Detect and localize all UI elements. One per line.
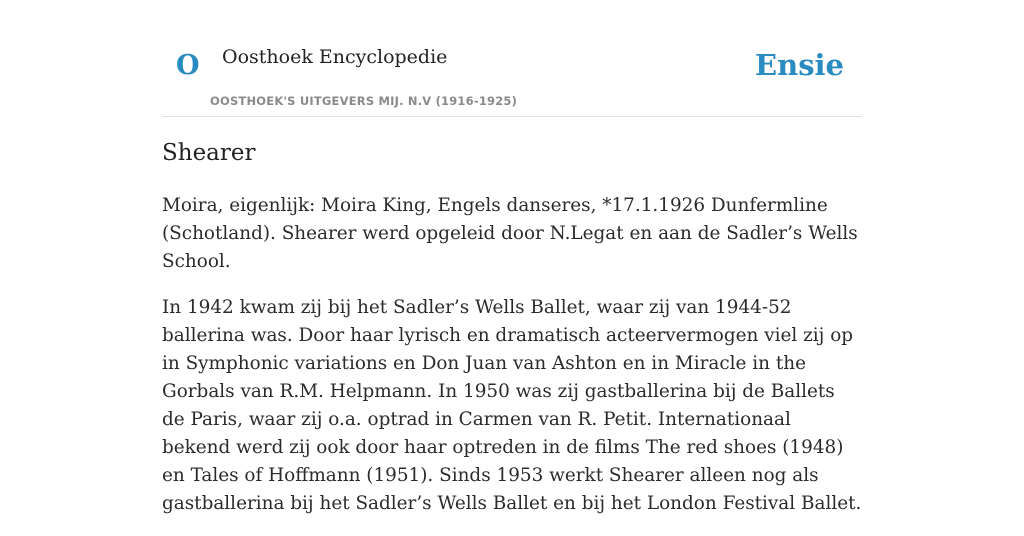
encyclopedia-page (162, 0, 862, 514)
ensie-logo[interactable]: Ensie (755, 48, 844, 82)
entry-body (162, 192, 862, 536)
entry-paragraph: In 1942 kwam zij bij het Sadler’s Wells Ballet, waar zij van 1944-52 ballerina was. Door haar lyrisch en dramatisch acteervermogen viel zij op in Symphonic variations en Don Juan van Ashton en in Miracle in the Gorbals van R.M. Helpmann. In 1950 was zij gastballerina bij de Ballets de Paris, waar zij o.a. optrad in Carmen van R. Petit. Internationaal bekend werd zij ook door haar optreden in de films The red shoes (1948) en Tales of Hoffmann (1951). Sinds 1953 werkt Shearer alleen nog als gastballerina bij het Sadler’s Wells Ballet en bij het London Festival Ballet. (162, 297, 862, 514)
source-header (162, 0, 862, 117)
source-title[interactable]: Oosthoek Encyclopedie (222, 46, 448, 68)
source-logo[interactable]: O (176, 50, 200, 81)
source-subtitle: OOSTHOEK'S UITGEVERS MIJ. N.V (1916-1925) (210, 94, 518, 108)
entry-paragraph: Moira, eigenlijk: Moira King, Engels danseres, *17.1.1926 Dunfermline (Schotland). Shearer werd opgeleid door N.Legat en aan de Sadler’s Wells School. (162, 195, 858, 272)
entry-title: Shearer (162, 140, 256, 166)
